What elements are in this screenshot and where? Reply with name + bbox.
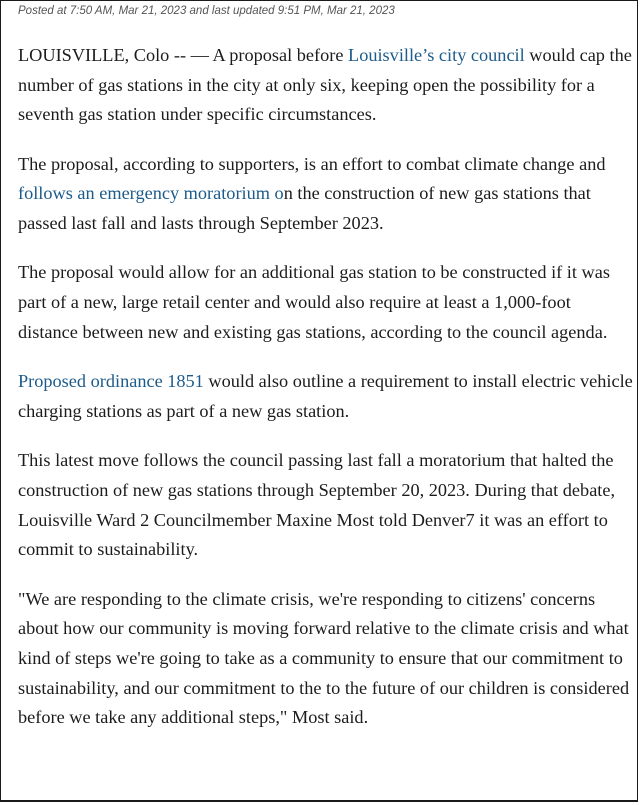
paragraph-5: This latest move follows the council passing last fall a moratorium that halted the construction of new gas stations through September 20, 2023. During that debate, Louisville Ward 2 Councilmember Maxine Most told Denver7 it was an effort to commit to sustainability. — [18, 450, 616, 560]
post-timestamp: Posted at 7:50 AM, Mar 21, 2023 and last updated 9:51 PM, Mar 21, 2023 — [18, 5, 395, 17]
article-body — [18, 41, 634, 753]
paragraph-3: The proposal would allow for an additional gas station to be constructed if it was part of a new, large retail center and would also require at least a 1,000-foot distance between new and existing gas stations, according to the council agenda. — [18, 262, 610, 342]
paragraph-4-text-end: would also outline a requirement to install electric vehicle charging stations as part of a new gas station. — [18, 371, 633, 421]
city-council-link[interactable]: Louisville’s city council — [348, 45, 525, 65]
paragraph-2-text-end: n the construction of new gas stations that passed last fall and lasts through September 2023. — [18, 183, 591, 234]
paragraph-1-text-end: would cap the number of gas stations in the city at only six, keeping open the possibility for a seventh gas station under specific circumstances. — [18, 45, 632, 125]
paragraph-4 — [18, 367, 634, 426]
paragraph-6-quote: "We are responding to the climate crisis, we're responding to citizens' concerns about how our community is moving forward relative to the climate crisis and what kind of steps we're going to take as a community to ensure that our commitment to sustainability, and our commitment to the to the future of our children is considered before we take any additional steps," Most said. — [18, 588, 630, 728]
paragraph-1 — [18, 41, 634, 130]
paragraph-1-text-start: LOUISVILLE, Colo -- — A proposal before — [18, 45, 349, 65]
paragraph-2-text-start: The proposal, according to supporters, is an effort to combat climate change and — [18, 153, 606, 174]
paragraph-2 — [18, 150, 634, 239]
proposed-ordinance-link[interactable]: Proposed ordinance 1851 — [18, 371, 204, 392]
emergency-moratorium-link[interactable]: follows an emergency moratorium o — [18, 183, 284, 204]
